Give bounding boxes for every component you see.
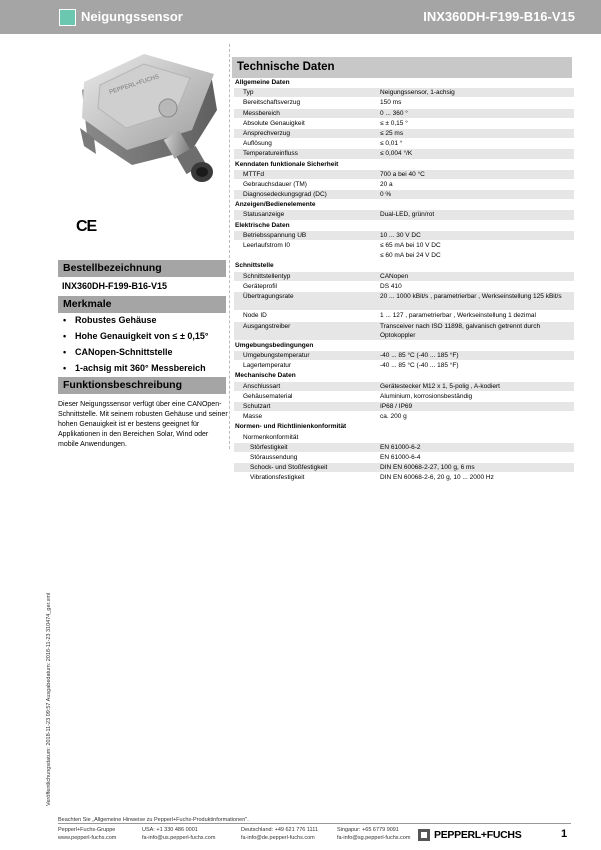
spec-row: [234, 382, 574, 392]
spec-row: [234, 190, 574, 200]
model-number: INX360DH-F199-B16-V15: [423, 9, 575, 24]
spec-label: Bereitschaftsverzug: [243, 99, 301, 107]
contact-germany: [241, 827, 318, 842]
spec-label: Gehäusematerial: [243, 392, 293, 400]
spec-value: Gerätestecker M12 x 1, 5-polig , A-kodiert: [380, 382, 500, 390]
spec-label: Ansprechverzug: [243, 129, 290, 137]
spec-row: [234, 322, 574, 341]
spec-value: DIN EN 60068-2-27, 100 g, 6 ms: [380, 464, 475, 472]
contact-line: Singapur: +65 6779 9091: [337, 827, 399, 833]
spec-label: Übertragungsrate: [243, 292, 294, 300]
page-number: 1: [561, 828, 568, 840]
spec-row: [234, 412, 574, 422]
spec-value: CANopen: [380, 272, 409, 280]
spec-value: EN 61000-6-2: [380, 443, 421, 451]
spec-category: [234, 261, 574, 271]
spec-category: [234, 78, 574, 88]
spec-value: 0 %: [380, 191, 392, 199]
features-heading: Merkmale: [58, 296, 226, 313]
tech-data-heading: Technische Daten: [232, 57, 572, 78]
spec-label: Störfestigkeit: [250, 443, 288, 451]
order-number: INX360DH-F199-B16-V15: [62, 281, 168, 291]
spec-category: [234, 422, 574, 432]
spec-row: [234, 453, 574, 463]
contact-usa: [142, 827, 215, 842]
spec-value: ≤ 0,01 °: [380, 140, 403, 148]
spec-value: ≤ 60 mA bei 24 V DC: [380, 252, 441, 260]
spec-value: Aluminium, korrosionsbeständig: [380, 392, 473, 400]
header-square-icon: [59, 9, 76, 26]
spec-row: [234, 282, 574, 292]
spec-label: Temperatureinfluss: [243, 150, 298, 158]
spec-row: [234, 402, 574, 412]
spec-category: [234, 160, 574, 170]
spec-label: Lagertemperatur: [243, 362, 292, 370]
spec-row: [234, 443, 574, 453]
function-description: Dieser Neigungssensor verfügt über eine CANOpen-Schnittstelle. Mit seinem robusten Gehäuse und seiner hohen Genauigkeit ist er bestens geeignet für Applikationen in den Bereichen Solar, Wind oder mobile Anwendungen.: [58, 401, 228, 448]
spec-row: [234, 180, 574, 190]
feature-item: • 1-achsig mit 360° Messbereich: [62, 360, 209, 376]
spec-label: Statusanzeige: [243, 211, 285, 219]
spec-row: [234, 473, 574, 483]
spec-row: [234, 88, 574, 98]
tech-data-table: [234, 78, 574, 484]
contact-link[interactable]: fa-info@de.pepperl-fuchs.com: [241, 834, 315, 841]
spec-value: EN 61000-6-4: [380, 453, 421, 461]
feature-item: • Hohe Genauigkeit von ≤ ± 0,15°: [62, 328, 209, 344]
spec-row: [234, 231, 574, 241]
spec-label: Leerlaufstrom I0: [243, 242, 290, 249]
spec-label: Schock- und Stoßfestigkeit: [250, 464, 328, 472]
spec-row: [234, 351, 574, 361]
spec-row: [234, 109, 574, 119]
product-image: [72, 50, 222, 190]
contact-line: Deutschland: +49 621 776 1111: [241, 827, 318, 833]
contact-singapore: [337, 827, 410, 842]
spec-label: Auflösung: [243, 140, 272, 148]
spec-value: 20 a: [380, 180, 393, 188]
spec-value: Transceiver nach ISO 11898, galvanisch getrennt durch Optokoppler: [380, 322, 541, 339]
spec-label: Ausgangstreiber: [243, 322, 291, 330]
feature-item: • Robustes Gehäuse: [62, 312, 209, 328]
spec-label: Schnittstelle: [235, 262, 274, 270]
spec-row: [234, 361, 574, 371]
contact-link[interactable]: fa-info@us.pepperl-fuchs.com: [142, 834, 216, 841]
spec-value: ≤ 0,004 °/K: [380, 150, 413, 158]
spec-value: 20 ... 1000 kBit/s , parametrierbar , Werkseinstellung 125 kBit/s: [380, 292, 562, 300]
spec-label: Schutzart: [243, 403, 271, 411]
spec-label: Node ID: [243, 312, 267, 320]
spec-value: 10 ... 30 V DC: [380, 231, 421, 239]
spec-row: [234, 272, 574, 282]
spec-value: 150 ms: [380, 99, 402, 107]
spec-value: 0 ... 360 °: [380, 109, 408, 117]
spec-label: Masse: [243, 413, 263, 421]
spec-label: Anzeigen/Bedienelemente: [235, 201, 316, 209]
spec-label: Absolute Genauigkeit: [243, 119, 305, 127]
spec-row: [234, 392, 574, 402]
spec-label: Vibrationsfestigkeit: [250, 474, 305, 482]
spec-label: Typ: [243, 89, 254, 97]
feature-item: • CANopen-Schnittstelle: [62, 344, 209, 360]
spec-label: Betriebsspannung UB: [243, 231, 307, 239]
spec-row: [234, 149, 574, 159]
order-heading: Bestellbezeichnung: [58, 260, 226, 277]
page-title: Neigungssensor: [81, 9, 183, 24]
function-heading: Funktionsbeschreibung: [58, 377, 226, 394]
spec-row: [234, 129, 574, 139]
spec-value: ca. 200 g: [380, 413, 407, 421]
spec-value: ≤ ± 0,15 °: [380, 119, 408, 127]
spec-value: ≤ 65 mA bei 10 V DC: [380, 242, 441, 249]
spec-row: [234, 170, 574, 180]
spec-label: Kenndaten funktionale Sicherheit: [235, 160, 339, 168]
spec-label: Umgebungstemperatur: [243, 352, 310, 360]
contact-line: USA: +1 330 486 0001: [142, 827, 198, 833]
spec-value: DIN EN 60068-2-6, 20 g, 10 ... 2000 Hz: [380, 474, 494, 482]
spec-value: DS 410: [380, 282, 402, 290]
contact-line: Pepperl+Fuchs-Gruppe: [58, 827, 116, 833]
contact-link[interactable]: www.pepperl-fuchs.com: [58, 834, 117, 841]
spec-label: Diagnosedeckungsgrad (DC): [243, 191, 327, 199]
spec-value: 700 a bei 40 °C: [380, 170, 425, 178]
spec-row: [234, 311, 574, 321]
spec-label: Messbereich: [243, 109, 280, 117]
spec-row: [234, 463, 574, 473]
spec-label: Geräteprofil: [243, 282, 277, 290]
spec-row: [234, 139, 574, 149]
header-bar: [0, 0, 601, 34]
brand-logo: [418, 829, 536, 843]
spec-label: Umgebungsbedingungen: [235, 341, 314, 349]
footer-note: Beachten Sie „Allgemeine Hinweise zu Pepperl+Fuchs-Produktinformationen".: [58, 817, 249, 823]
contact-group: [58, 827, 116, 842]
spec-row: [234, 98, 574, 108]
spec-label: Normenkonformität: [243, 433, 299, 441]
spec-label: Mechanische Daten: [235, 372, 296, 380]
spec-label: Normen- und Richtlinienkonformität: [235, 423, 347, 431]
spec-label: Anschlussart: [243, 382, 281, 390]
spec-label: MTTFd: [243, 170, 264, 178]
spec-value: ≤ 25 ms: [380, 129, 404, 137]
spec-value: -40 ... 85 °C (-40 ... 185 °F): [380, 362, 459, 370]
spec-value: Dual-LED, grün/rot: [380, 211, 435, 219]
spec-label: Allgemeine Daten: [235, 79, 290, 86]
publication-info: Veröffentlichungsdatum: 2018-11-23 09:57 Ausgabedatum: 2018-11-23 310474_ger.xml: [46, 592, 52, 806]
spec-value: -40 ... 85 °C (-40 ... 185 °F): [380, 352, 459, 360]
spec-row: [234, 119, 574, 129]
ce-mark: CE: [76, 218, 97, 235]
spec-category: [234, 200, 574, 210]
logo-text: PEPPERL+FUCHS: [434, 829, 522, 841]
spec-label: Schnittstellentyp: [243, 272, 291, 280]
spec-row: [234, 251, 574, 261]
spec-label: Störaussendung: [250, 453, 298, 461]
spec-row: [234, 433, 574, 443]
features-list: [62, 312, 209, 376]
spec-label: Gebrauchsdauer (TM): [243, 180, 307, 188]
spec-value: IP68 / IP69: [380, 403, 413, 411]
spec-category: [234, 221, 574, 231]
spec-row: [234, 241, 574, 251]
column-divider: [229, 44, 230, 449]
contact-link[interactable]: fa-info@sg.pepperl-fuchs.com: [337, 834, 411, 841]
spec-category: [234, 371, 574, 381]
spec-value: 1 ... 127 , parametrierbar , Werkseinstellung 1 dezimal: [380, 312, 536, 320]
spec-label: Elektrische Daten: [235, 221, 290, 229]
logo-square-icon: [418, 829, 430, 841]
footer-divider: [58, 823, 571, 824]
svg-text:PEPPERL+FUCHS: PEPPERL+FUCHS: [108, 74, 160, 96]
spec-row: [234, 210, 574, 220]
spec-category: [234, 341, 574, 351]
spec-row: [234, 292, 574, 311]
spec-value: Neigungssensor, 1-achsig: [380, 89, 455, 97]
